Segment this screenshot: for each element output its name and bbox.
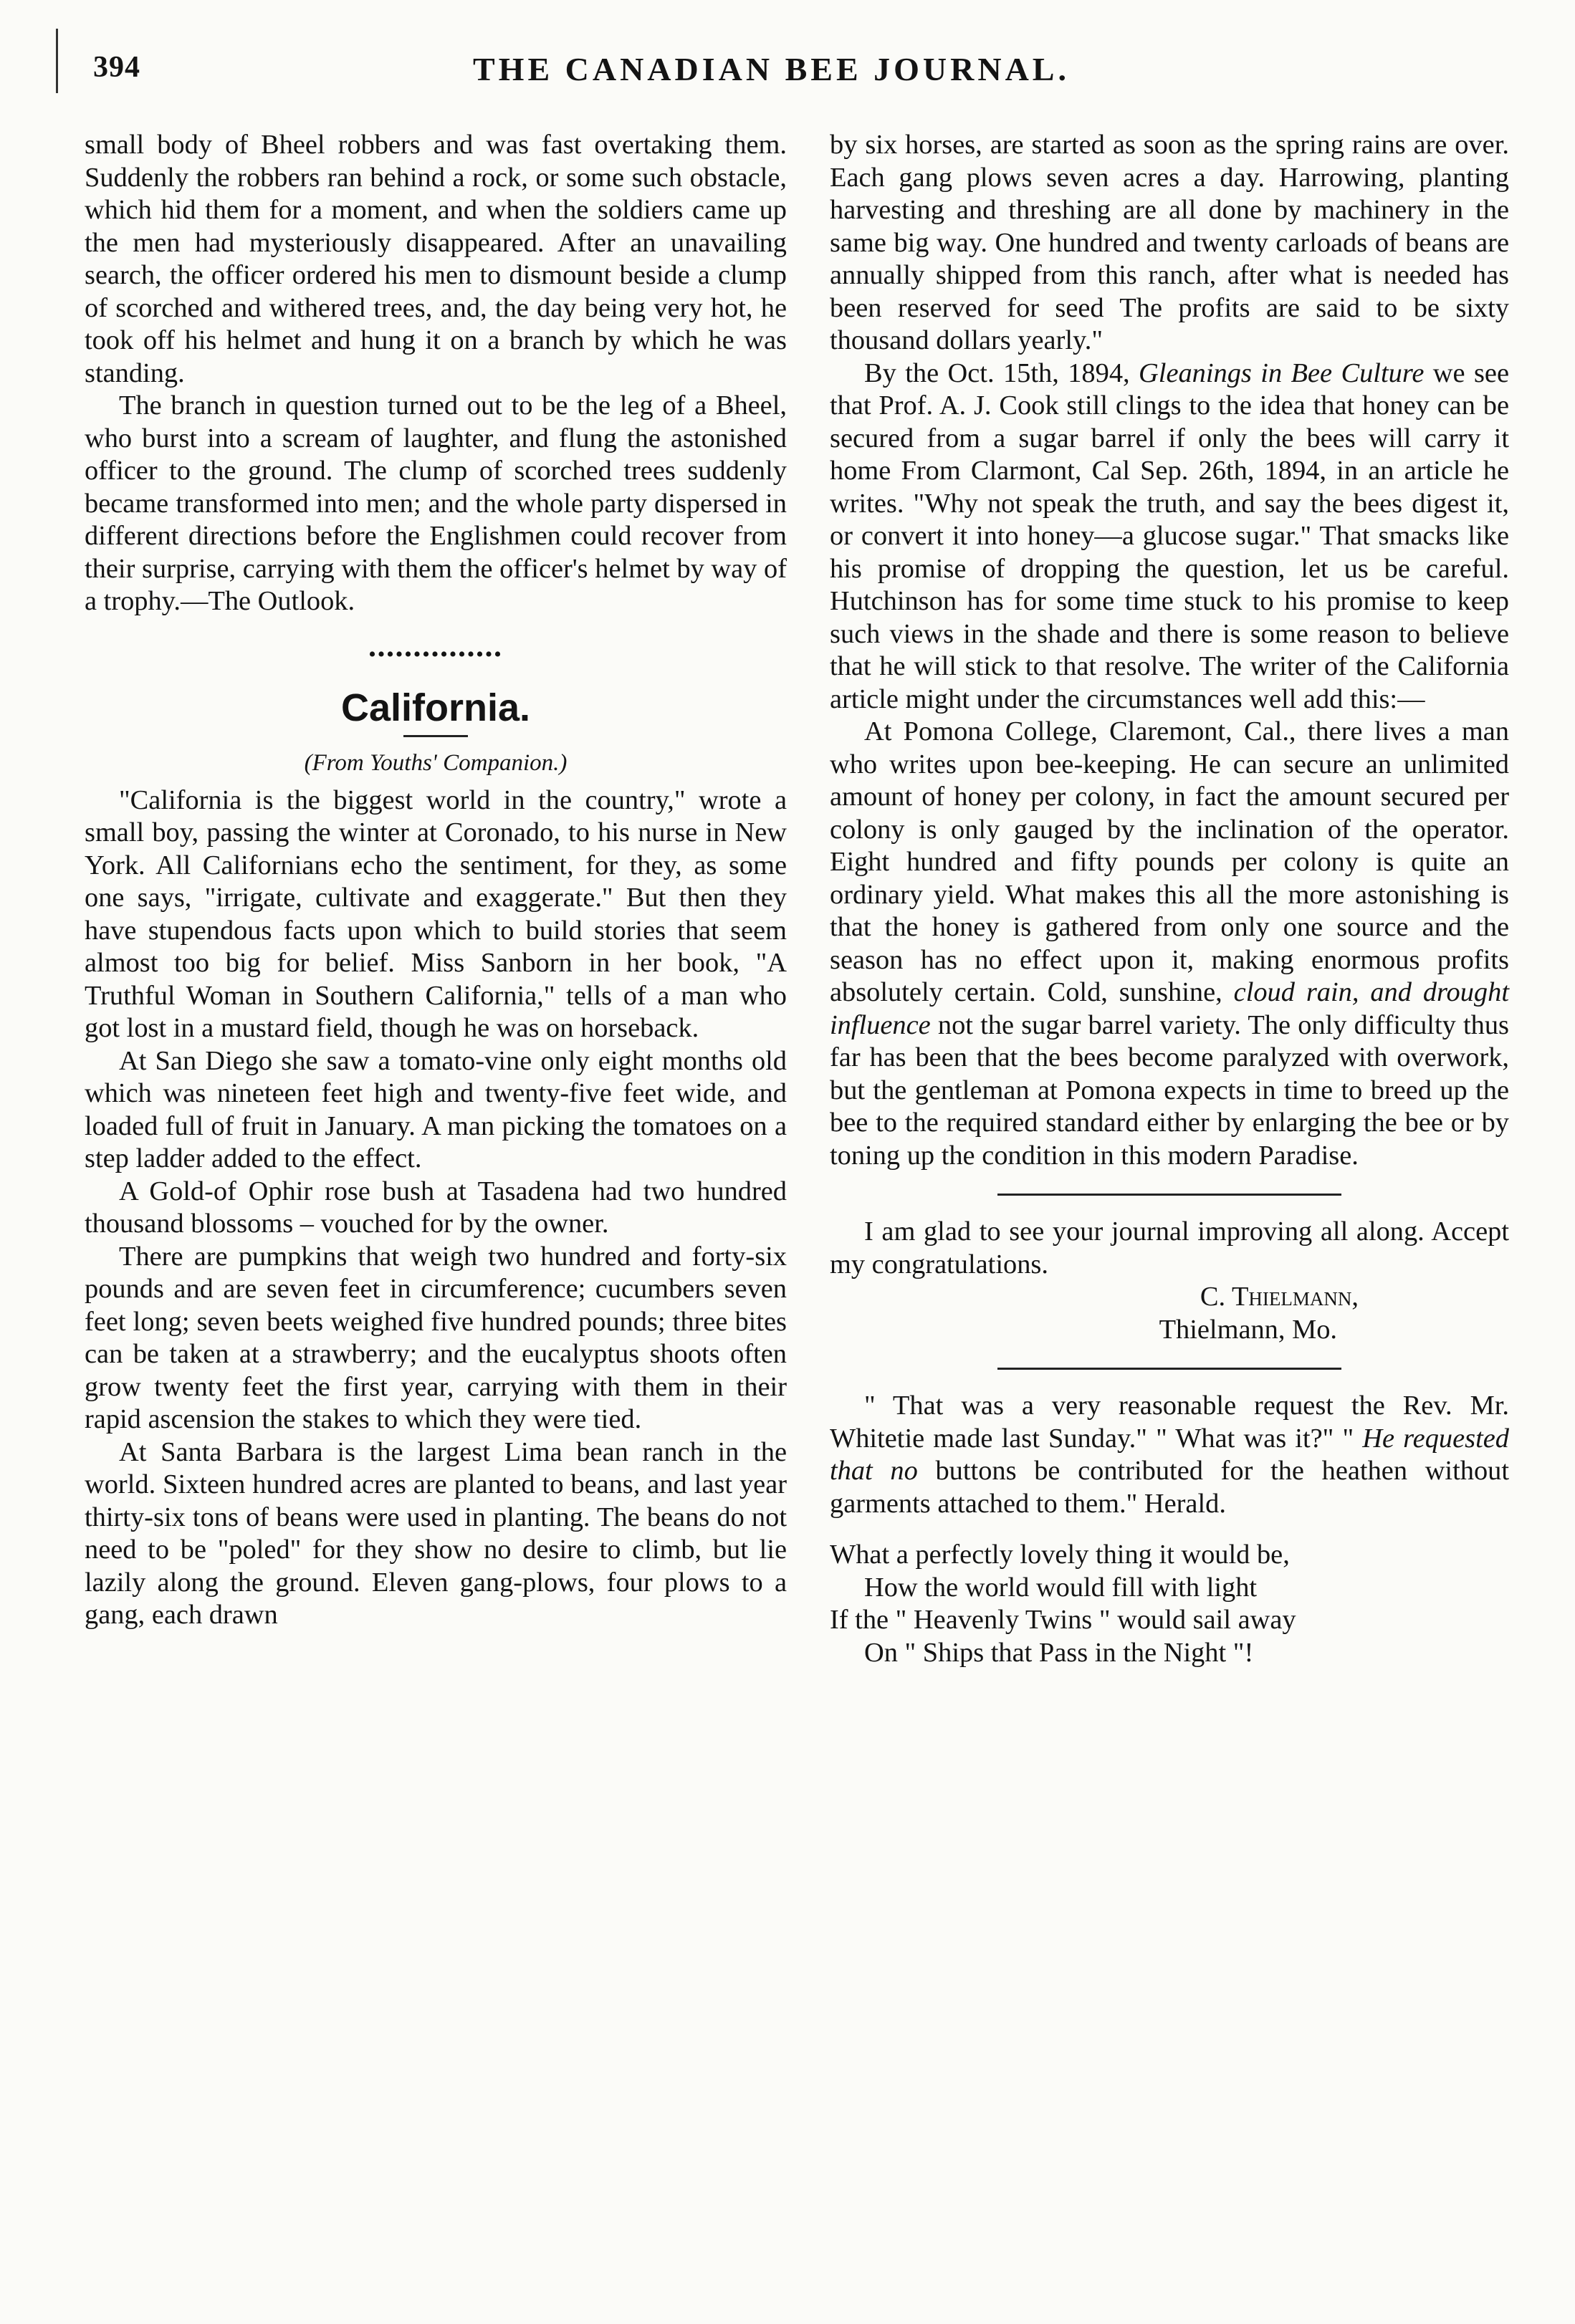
section-rule [997,1194,1341,1196]
story-paragraph: small body of Bheel robbers and was fast overtaking them. Suddenly the robbers ran behind a rock, or some such obstacle, which hid them for a moment, and when the soldiers came up the men had mysteriously disappeared. After an unavailing search, the officer ordered his men to dismount beside a clump of scorched and withered trees, and, the day being very hot, he took off his helmet and hung it on a branch by which he was standing. [85,130,787,388]
poem [830,1539,1509,1669]
running-head: THE CANADIAN BEE JOURNAL. [473,51,1070,87]
section-rule [997,1368,1341,1370]
left-column [85,129,787,1632]
article-paragraph: At Santa Barbara is the largest Lima bean ranch in the world. Sixteen hundred acres are planted to beans, and last year thirty-six tons of beans were used in planting. The beans do not need to be "poled" for they show no desire to climb, but lie lazily along the ground. Eleven gang-plows, four plows to a gang, each drawn [85,1436,787,1630]
section-divider: ••••••••••••••• [368,642,503,666]
right-column [830,129,1509,1669]
title-rule [403,735,468,737]
gutter-mark [56,29,58,93]
publication-title: Gleanings in Bee Culture [1139,357,1425,388]
poem-line: On " Ships that Pass in the Night "! [864,1637,1254,1668]
story-paragraph: The branch in question turned out to be the leg of a Bheel, who burst into a scream of laughter, and flung the astonished officer to the ground. The clump of scorched trees suddenly became transformed into men; and the whole party dispersed in different directions before the Englishmen could recover from their surprise, carrying with them the officer's helmet by way of a trophy.—The Outlook. [85,390,787,616]
letter-signature: C. Thielmann, [1200,1282,1359,1312]
pomona-paragraph: At Pomona College, Claremont, Cal., there lives a man who writes upon bee-keeping. He can secure an unlimited amount of honey per colony, in fact the amount secured per colony is only gauged by the inclination of the operator. Eight hundred and fifty pounds per colony is quite an ordinary yield. What makes this all the more astonishing is that the honey is gathered from only one source and the season has no effect upon it, making enormous profits absolutely certain. Cold, sunshine, cloud rain, and drought influence not the sugar barrel variety. The only difficulty thus far has been that the bees become paralyzed with overwork, but the gentleman at Pomona expects in time to breed up the bee to the required standard either by enlarging the bee or by toning up the condition in this modern Paradise. [830,716,1509,1171]
cook-paragraph: By the Oct. 15th, 1894, Gleanings in Bee Culture we see that Prof. A. J. Cook still clings to the idea that honey can be secured from a sugar barrel if only the bees will carry it home From Clarmont, Cal Sep. 26th, 1894, in an article he writes. "Why not speak the truth, and say the bees digest it, or convert it into honey—a glucose sugar." That smacks like his promise of dropping the question, let us be careful. Hutchinson has for some time stuck to his promise to keep such views in the shade and there is some reason to believe that he will stick to that resolve. The writer of the California article might under the circumstances well add this:— [830,357,1510,714]
article-paragraph: At San Diego she saw a tomato-vine only eight months old which was nineteen feet high and twenty-five feet wide, and loaded full of fruit in January. A man picking the tomatoes on a step ladder added to the effect. [85,1045,787,1173]
article-paragraph: "California is the biggest world in the country," wrote a small boy, passing the winter at Coronado, to his nurse in New York. All Californians echo the sentiment, for they, as some one says, "irrigate, cultivate and exaggerate." But then they have stupendous facts upon which to build stories that seem almost too big for belief. Miss Sanborn in her book, "A Truthful Woman in Southern California," tells of a man who got lost in a mustard field, though he was on horseback. [85,784,787,1043]
article-title: California. [340,686,531,729]
poem-line: How the world would fill with light [864,1572,1258,1603]
article-paragraph: A Gold-of Ophir rose bush at Tasadena had two hundred thousand blossoms – vouched for by the owner. [85,1176,787,1239]
joke-paragraph: " That was a very reasonable request the Rev. Mr. Whitetie made last Sunday." " What was it?" " He requested that no buttons be contributed for the heathen without garments attached to them." Herald. [830,1391,1509,1519]
article-continuation: by six horses, are started as soon as the spring rains are over. Each gang plows seven acres a day. Harrowing, planting harvesting and threshing are all done by machinery in the same big way. One hundred and twenty carloads of beans are annually shipped from this ranch, after what is needed has been reserved for seed The profits are said to be sixty thousand dollars yearly." [830,130,1509,355]
article-paragraph: There are pumpkins that weigh two hundred and forty-six pounds and are seven feet in circumference; cucumbers seven feet long; seven beets weighed five hundred pounds; three bites can be taken at a strawberry; and the eucalyptus shoots often grow twenty feet the first year, carrying with them in their rapid ascension the stakes to which they were tied. [85,1241,787,1434]
letter-text: I am glad to see your journal improving all along. Accept my congratulations. [830,1216,1509,1279]
poem-line: What a perfectly lovely thing it would be, [830,1540,1290,1570]
poem-line: If the " Heavenly Twins " would sail away [830,1605,1296,1635]
source-credit: (From Youths' Companion.) [304,750,568,776]
letter-place: Thielmann, Mo. [1159,1314,1337,1345]
page-number: 394 [93,51,140,84]
